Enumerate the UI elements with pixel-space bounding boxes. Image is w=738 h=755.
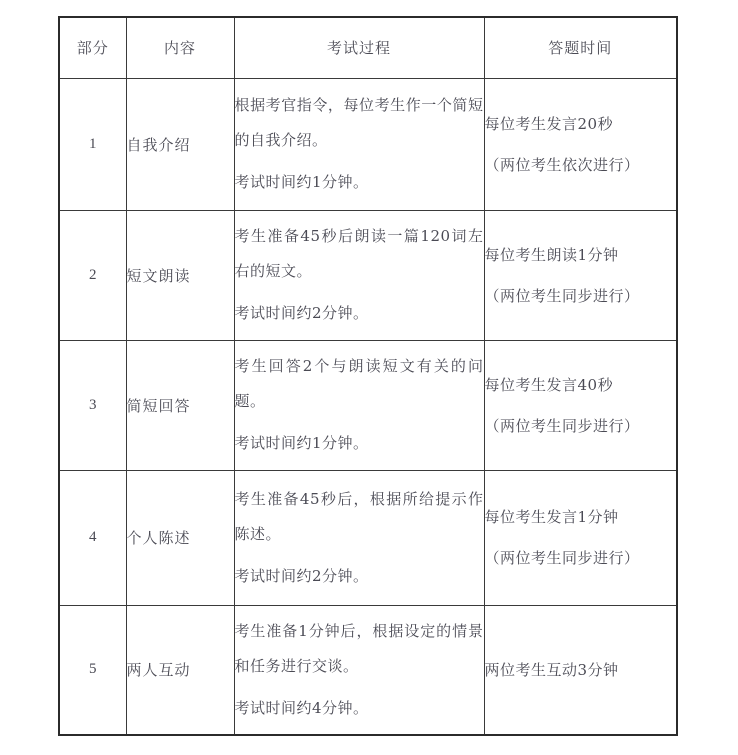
- part-number: 5: [59, 605, 126, 735]
- time-cell: [484, 340, 677, 470]
- time-note: （两位考生同步进行）: [484, 416, 640, 435]
- process-cell: [234, 210, 484, 340]
- process-cell: [234, 78, 484, 210]
- time-text: 每位考生发言1分钟: [484, 508, 619, 526]
- time-text: 每位考生发言40秒: [484, 375, 614, 394]
- time-cell: [484, 470, 677, 605]
- content-label: 短文朗读: [126, 210, 234, 340]
- time-cell: [484, 78, 677, 210]
- process-cell: [234, 605, 484, 735]
- process-duration: 考试时间约1分钟。: [234, 434, 369, 452]
- time-cell: [484, 210, 677, 340]
- process-text: 考生准备1分钟后，根据设定的情景和任务进行交谈。: [234, 621, 484, 675]
- time-note: （两位考生依次进行）: [484, 155, 640, 174]
- time-text: 两位考生互动3分钟: [484, 660, 619, 679]
- process-duration: 考试时间约2分钟。: [234, 566, 369, 585]
- content-label: 两人互动: [126, 605, 234, 735]
- time-text: 每位考生发言20秒: [484, 114, 614, 133]
- process-text: 根据考官指令，每位考生作一个简短的自我介绍。: [234, 96, 484, 149]
- process-text: 考生回答2个与朗读短文有关的问题。: [234, 357, 484, 410]
- table-row: [59, 605, 677, 735]
- header-row: [59, 17, 677, 78]
- process-duration: 考试时间约1分钟。: [234, 173, 369, 191]
- header-cell-part: 部分: [59, 17, 126, 78]
- time-cell: [484, 605, 677, 735]
- content-label: 个人陈述: [126, 470, 234, 605]
- header-cell-content: 内容: [126, 17, 234, 78]
- part-number: 3: [59, 340, 126, 470]
- header-cell-process: 考试过程: [234, 17, 484, 78]
- process-duration: 考试时间约2分钟。: [234, 304, 369, 322]
- content-label: 简短回答: [126, 340, 234, 470]
- table-row: [59, 340, 677, 470]
- time-note: （两位考生同步进行）: [484, 286, 640, 305]
- process-text: 考生准备45秒后，根据所给提示作陈述。: [234, 489, 484, 543]
- part-number: 2: [59, 210, 126, 340]
- part-number: 1: [59, 78, 126, 210]
- content-label: 自我介绍: [126, 78, 234, 210]
- table-row: [59, 210, 677, 340]
- process-duration: 考试时间约4分钟。: [234, 698, 369, 717]
- part-number: 4: [59, 470, 126, 605]
- table-row: [59, 470, 677, 605]
- exam-structure-table: [58, 16, 678, 736]
- process-cell: [234, 340, 484, 470]
- time-note: （两位考生同步进行）: [484, 549, 640, 567]
- table-row: [59, 78, 677, 210]
- time-text: 每位考生朗读1分钟: [484, 245, 619, 264]
- process-text: 考生准备45秒后朗读一篇120词左右的短文。: [234, 227, 484, 280]
- process-cell: [234, 470, 484, 605]
- header-cell-time: 答题时间: [484, 17, 677, 78]
